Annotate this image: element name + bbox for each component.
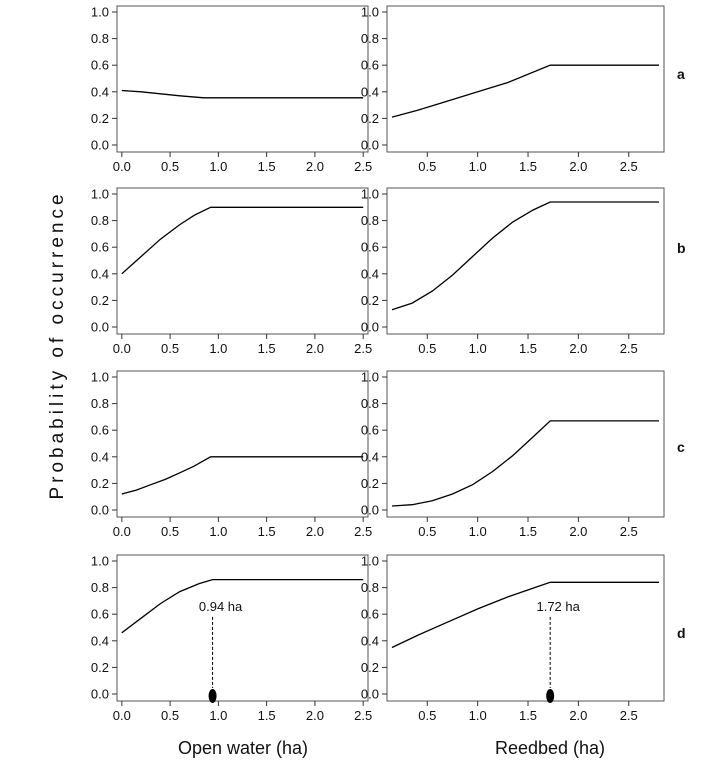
x-tick-label: 2.5 [619, 341, 638, 356]
x-tick-label: 1.0 [468, 708, 487, 723]
series-line [122, 207, 363, 273]
x-tick-label: 2.0 [305, 524, 324, 539]
x-tick-label: 0.5 [161, 159, 180, 174]
x-tick-label: 0.0 [112, 159, 131, 174]
y-tick-label: 0.4 [90, 633, 109, 649]
threshold-label: 1.72 ha [536, 598, 580, 614]
series-line [392, 202, 659, 310]
y-tick-label: 1.0 [360, 4, 379, 20]
panel-frame [117, 555, 368, 701]
panel-b-open-water [91, 187, 372, 357]
y-tick-label: 0.4 [360, 84, 379, 100]
y-tick-label: 0.6 [90, 422, 109, 438]
x-tick-label: 1.0 [468, 159, 487, 174]
panel-a-open-water [91, 5, 372, 175]
x-axis-label-reedbed: Reedbed (ha) [494, 738, 606, 758]
row-label-c: c [677, 439, 685, 455]
panel-d-reedbed [361, 554, 664, 724]
x-tick-label: 1.0 [209, 341, 228, 356]
panel-frame [387, 188, 664, 334]
series-line [392, 65, 659, 117]
y-tick-label: 0.2 [90, 659, 109, 675]
x-tick-label: 1.5 [257, 524, 276, 539]
x-tick-label: 0.5 [161, 341, 180, 356]
x-tick-label: 1.5 [257, 341, 276, 356]
y-tick-label: 0.2 [360, 292, 379, 308]
x-tick-label: 2.5 [354, 159, 373, 174]
y-tick-label: 1.0 [90, 4, 109, 20]
y-tick-label: 0.6 [360, 422, 379, 438]
y-tick-label: 0.8 [90, 213, 109, 229]
y-tick-label: 0.2 [90, 110, 109, 126]
y-tick-label: 0.0 [90, 319, 109, 335]
y-tick-label: 1.0 [360, 186, 379, 202]
series-line [122, 580, 363, 633]
y-tick-label: 0.0 [90, 137, 109, 153]
y-tick-label: 0.2 [90, 475, 109, 491]
x-tick-label: 1.0 [468, 524, 487, 539]
y-tick-label: 0.0 [90, 686, 109, 702]
x-tick-label: 1.5 [257, 708, 276, 723]
y-tick-label: 0.8 [360, 31, 379, 47]
y-tick-label: 0.4 [90, 84, 109, 100]
y-tick-label: 0.4 [360, 266, 379, 282]
y-tick-label: 1.0 [90, 553, 109, 569]
x-tick-label: 2.5 [619, 708, 638, 723]
x-tick-label: 2.5 [354, 524, 373, 539]
row-label-a: a [677, 66, 685, 82]
x-tick-label: 2.0 [305, 159, 324, 174]
series-line [392, 421, 659, 506]
y-tick-label: 0.0 [90, 502, 109, 518]
y-tick-label: 0.4 [90, 266, 109, 282]
panel-d-open-water [91, 554, 372, 724]
x-tick-label: 2.5 [619, 524, 638, 539]
x-tick-label: 2.5 [619, 159, 638, 174]
series-line [392, 582, 659, 647]
y-tick-label: 0.8 [90, 31, 109, 47]
x-tick-label: 1.0 [209, 159, 228, 174]
y-tick-label: 1.0 [90, 186, 109, 202]
threshold-marker [546, 689, 554, 703]
y-tick-label: 0.6 [90, 57, 109, 73]
x-tick-label: 2.5 [354, 708, 373, 723]
x-tick-label: 2.5 [354, 341, 373, 356]
y-tick-label: 0.0 [360, 137, 379, 153]
x-tick-label: 2.0 [569, 341, 588, 356]
y-tick-label: 0.6 [360, 57, 379, 73]
y-tick-label: 1.0 [360, 369, 379, 385]
y-tick-label: 0.8 [360, 396, 379, 412]
x-tick-label: 1.0 [209, 524, 228, 539]
x-tick-label: 0.5 [418, 341, 437, 356]
y-tick-label: 0.6 [90, 606, 109, 622]
x-axis-label-open-water: Open water (ha) [177, 738, 309, 758]
series-line [122, 91, 363, 98]
y-tick-label: 0.8 [360, 580, 379, 596]
y-tick-label: 0.0 [360, 319, 379, 335]
row-label-d: d [677, 625, 686, 641]
y-tick-label: 0.6 [360, 606, 379, 622]
y-tick-label: 0.6 [90, 239, 109, 255]
panel-frame [117, 371, 368, 517]
y-tick-label: 0.4 [360, 633, 379, 649]
x-tick-label: 0.0 [112, 341, 131, 356]
y-tick-label: 1.0 [90, 369, 109, 385]
panel-b-reedbed [361, 187, 664, 357]
x-tick-label: 2.0 [305, 341, 324, 356]
x-tick-label: 1.0 [209, 708, 228, 723]
panel-c-reedbed [361, 370, 664, 540]
y-tick-label: 0.2 [360, 659, 379, 675]
y-tick-label: 0.6 [360, 239, 379, 255]
series-line [122, 457, 363, 494]
y-tick-label: 0.8 [90, 580, 109, 596]
panel-frame [117, 6, 368, 152]
x-tick-label: 0.0 [112, 708, 131, 723]
x-tick-label: 1.5 [257, 159, 276, 174]
x-tick-label: 1.5 [518, 341, 538, 356]
x-tick-label: 0.5 [418, 524, 437, 539]
y-tick-label: 0.0 [360, 686, 379, 702]
panel-frame [117, 188, 368, 334]
panel-c-open-water [91, 370, 372, 540]
y-tick-label: 0.2 [360, 475, 379, 491]
threshold-label: 0.94 ha [198, 598, 243, 614]
x-tick-label: 0.5 [418, 159, 437, 174]
panel-a-reedbed [361, 5, 664, 175]
x-tick-label: 1.5 [518, 524, 538, 539]
x-tick-label: 1.5 [518, 159, 538, 174]
y-axis-label: Probability of occurrence [47, 190, 68, 500]
x-tick-label: 1.5 [518, 708, 538, 723]
panel-frame [387, 6, 664, 152]
x-tick-label: 0.5 [161, 708, 180, 723]
x-tick-label: 2.0 [569, 159, 588, 174]
x-tick-label: 2.0 [305, 708, 324, 723]
threshold-marker [209, 689, 217, 703]
x-tick-label: 1.0 [468, 341, 487, 356]
x-tick-label: 2.0 [569, 524, 588, 539]
y-tick-label: 0.4 [90, 449, 109, 465]
y-tick-label: 0.0 [360, 502, 379, 518]
y-tick-label: 0.2 [360, 110, 379, 126]
y-tick-label: 0.2 [90, 292, 109, 308]
x-tick-label: 0.0 [112, 524, 131, 539]
row-label-b: b [677, 240, 686, 256]
x-tick-label: 0.5 [161, 524, 180, 539]
y-tick-label: 0.4 [360, 449, 379, 465]
y-tick-label: 1.0 [360, 553, 379, 569]
y-tick-label: 0.8 [90, 396, 109, 412]
x-tick-label: 2.0 [569, 708, 588, 723]
panel-frame [387, 555, 664, 701]
x-tick-label: 0.5 [418, 708, 437, 723]
y-tick-label: 0.8 [360, 213, 379, 229]
